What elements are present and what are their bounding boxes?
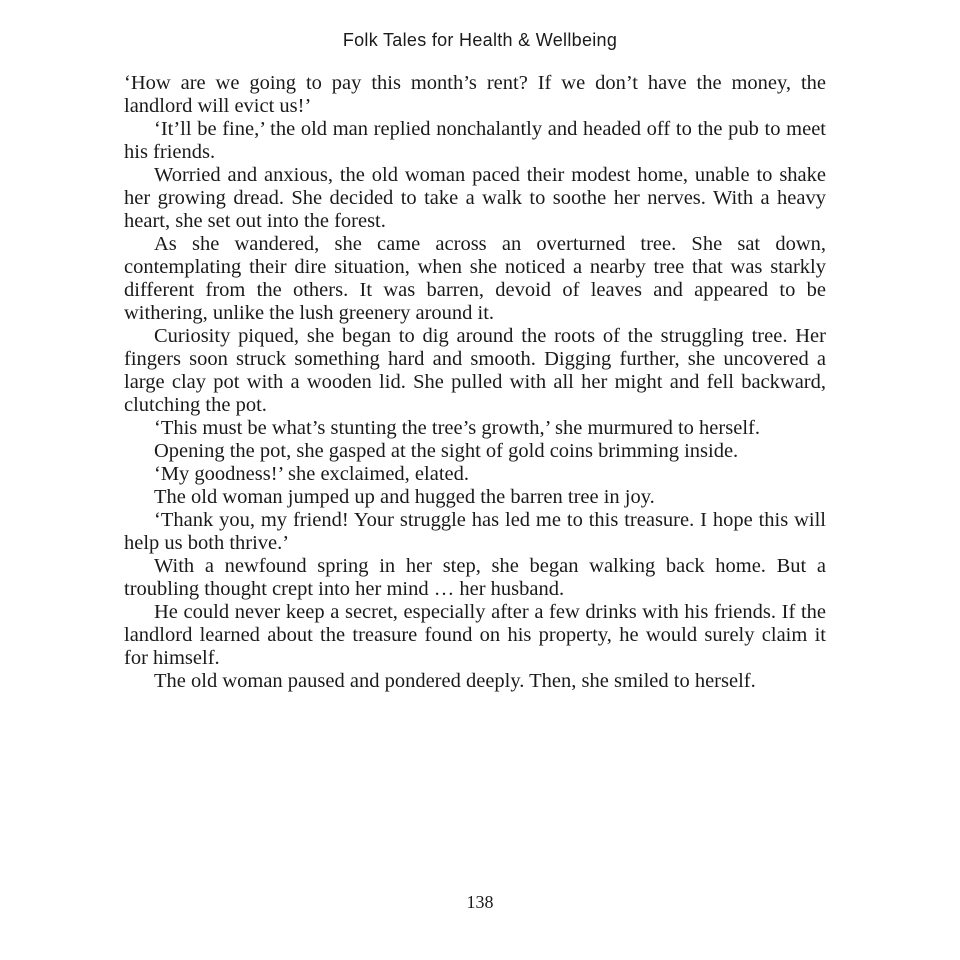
paragraph: The old woman jumped up and hugged the barren tree in joy. [154,486,655,508]
paragraph: With a newfound spring in her step, she began walking back home. But a troubling thought crept into her mind … her husband. [124,555,826,600]
body-text [124,72,826,693]
paragraph: ‘How are we going to pay this month’s rent? If we don’t have the money, the landlord will evict us!’ [124,72,826,117]
paragraph: ‘This must be what’s stunting the tree’s growth,’ she murmured to herself. [154,417,760,439]
running-head: Folk Tales for Health & Wellbeing [342,30,618,50]
paragraph: ‘It’ll be fine,’ the old man replied nonchalantly and headed off to the pub to meet his friends. [124,118,826,163]
page-number: 138 [466,892,494,912]
paragraph: The old woman paused and pondered deeply. Then, she smiled to herself. [154,670,756,692]
paragraph: Worried and anxious, the old woman paced their modest home, unable to shake her growing dread. She decided to take a walk to soothe her nerves. With a heavy heart, she set out into the forest. [124,164,826,232]
paragraph: He could never keep a secret, especially after a few drinks with his friends. If the landlord learned about the treasure found on his property, he would surely claim it for himself. [124,601,826,669]
paragraph: Opening the pot, she gasped at the sight of gold coins brimming inside. [154,440,739,462]
paragraph: As she wandered, she came across an overturned tree. She sat down, contemplating their dire situation, when she noticed a nearby tree that was starkly different from the others. It was barren, devoid of leaves and appeared to be withering, unlike the lush greenery around it. [124,233,826,324]
paragraph: Curiosity piqued, she began to dig around the roots of the struggling tree. Her fingers soon struck something hard and smooth. Digging further, she uncovered a large clay pot with a wooden lid. She pulled with all her might and fell backward, clutching the pot. [124,325,826,416]
paragraph: ‘Thank you, my friend! Your struggle has led me to this treasure. I hope this will help us both thrive.’ [124,509,826,554]
paragraph: ‘My goodness!’ she exclaimed, elated. [154,463,469,485]
